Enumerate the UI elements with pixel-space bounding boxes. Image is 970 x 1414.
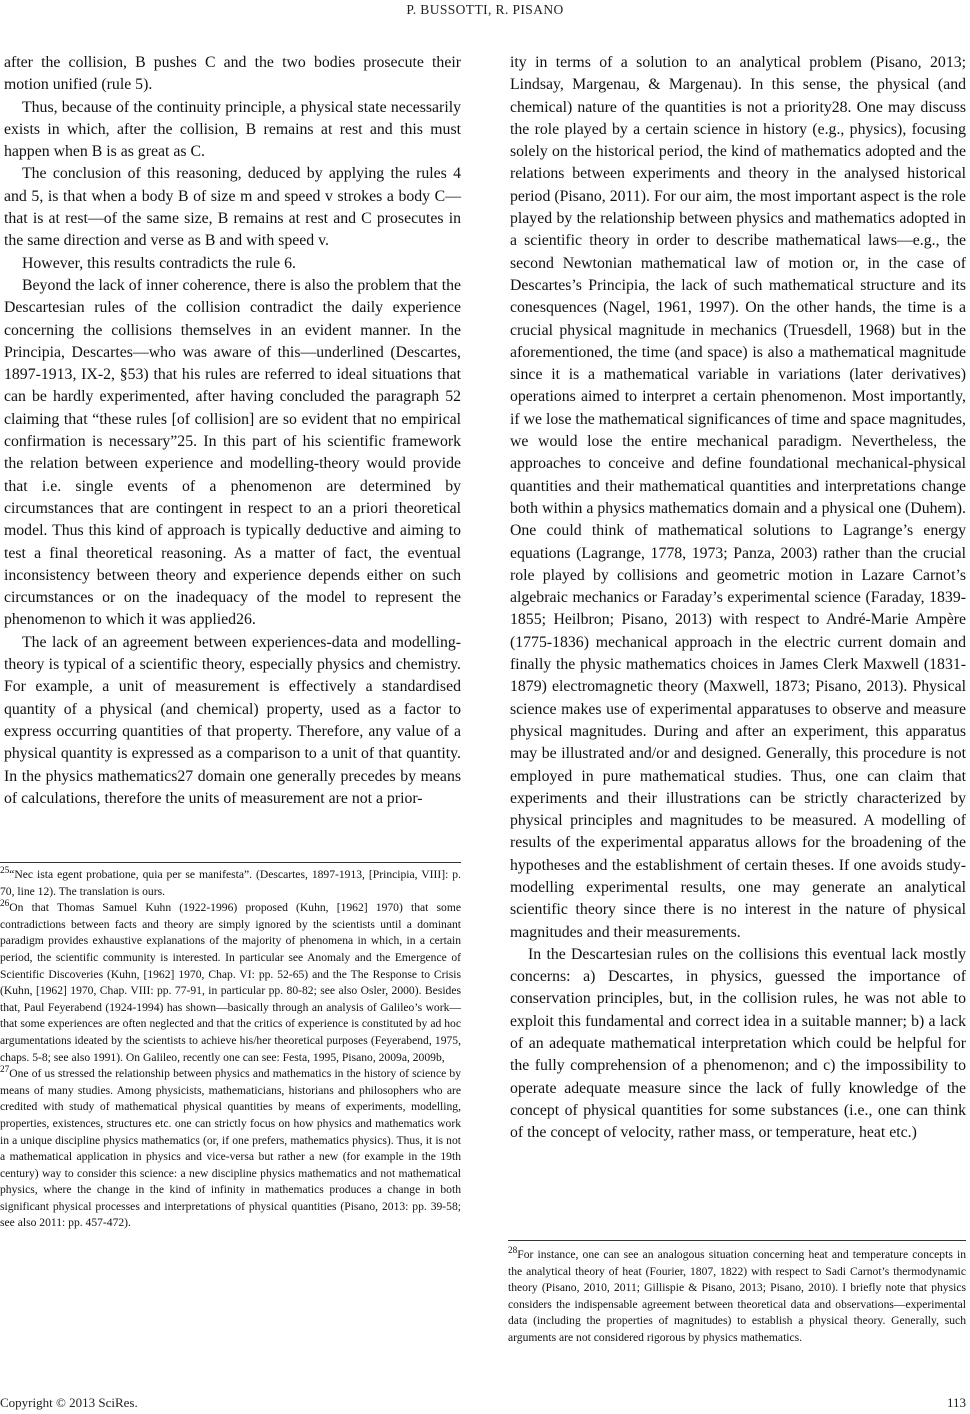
footnote-27: $^{27}$One of us stressed the relationship between physics and mathematics in the history of science by means of many studies. Among physicists, mathematicians, historians and philosophers who are credited with study of mathematical physical quantities by means of experiments, modelling, properties, existences, structures etc. one can strictly focus on how physics and mathematics work in a unique discipline physics mathematics (or, if one prefers, mathematics physics). Thus, it is not a mathematical application in physics and vice-versa but rather a new (for example in the 19th century) way to consider this science: a new discipline physics mathematics and not mathematical physics, where the change in the kind of infinity in mathematics produces a change in both significant physical processes and interpretations of physical quantities (Pisano, 2013: pp. 39-58; see also 2011: pp. 457-472). — [0, 1065, 461, 1230]
paragraph: The conclusion of this reasoning, deduced by applying the rules 4 and 5, is that when a body B of size m and speed v strokes a body C—that is at rest—of the same size, B remains at rest and C prosecutes in the same direction and verse as B and with speed v. — [4, 165, 461, 250]
running-header: P. BUSSOTTI, R. PISANO — [406, 2, 564, 17]
footnote-26: $^{26}$On that Thomas Samuel Kuhn (1922-1996) proposed (Kuhn, [1962] 1970) that some contradictions between facts and theory are simply ignored by the scientists until a dominant paradigm provides exhaustive explanations of the majority of phenomena in which, in a certain period, the scientific community is interested. In particular see Anomaly and the Emergence of Scientific Discoveries (Kuhn, [1962] 1970, Chap. VI: pp. 52-65) and the The Response to Crisis (Kuhn, [1962] 1970, Chap. VIII: pp. 77-91, in particular pp. 80-82; see also Osler, 2000). Besides that, Paul Feyerabend (1924-1994) has shown—basically through an analysis of Galileo’s work—that some experiences are often neglected and that the critics of experience is constituted by ad hoc argumentations ideated by the scientists to achieve his/her theoretical purposes (Feyerabend, 1975, chaps. 5-8; see also 1991). On Galileo, recently one can see: Festa, 1995, Pisano, 2009a, 2009b, — [0, 899, 461, 1064]
footnote-28: $^{28}$For instance, one can see an analogous situation concerning heat and temperature concepts in the analytical theory of heat (Fourier, 1807, 1822) with respect to Sadi Carnot’s thermodynamic theory (Pisano, 2010, 2011; Gillispie & Pisano, 2013; Pisano, 2010). I briefly note that physics considers the indispensable agreement between theoretical data and observations—experimental data (including the properties of magnitudes) to establish a physical theory. Generally, such arguments are not considered rigorous by physics mathematics. — [508, 1246, 966, 1344]
copyright-notice: Copyright © 2013 SciRes. — [0, 1395, 138, 1410]
left-column — [4, 52, 461, 810]
paragraph: ity in terms of a solution to an analytical problem (Pisano, 2013; Lindsay, Margenau, & Margenau). In this sense, the physical (and chemical) nature of the quantities is not a priority28. One may discuss the role played by a certain science in history (e.g., physics), focusing solely on the historical period, the kind of mathematics adopted and the relations between experiments and theory in the analysed historical period (Pisano, 2011). For our aim, the most important aspect is the role played by the relationship between physics and mathematics adopted in a scientific theory in order to describe mathematical laws—e.g., the second Newtonian mathematical law of motion or, in the case of Descartes’s Principia, the lack of such mathematical structure and its conesquences (Nagel, 1961, 1997). On the other hands, the time is a crucial physical magnitude in mechanics (Truesdell, 1968) but in the aforementioned, the time (and space) is also a mathematical magnitude since it is a mathematical variable in variations (later derivatives) operations aimed to interpret a certain phenomenon. Most importantly, if we lose the mathematical significances of time and space magnitudes, we would lose the entire mechanical paradigm. Nevertheless, the approaches to conceive and define foundational mechanical-physical quantities and their mathematical quantities and interpretations change both within a physics mathematics domain and a physical one (Duhem). One could think of mathematical solutions to Lagrange’s energy equations (Lagrange, 1778, 1973; Panza, 2003) rather than the crucial role played by collisions and geometric motion in Lazare Carnot’s algebraic mechanics or Faraday’s experimental science (Faraday, 1839-1855; Heilbron; Pisano, 2013) with respect to André-Marie Ampère (1775-1836) mechanical approach in the electric current domain and finally the physic mathematics choices in James Clerk Maxwell (1831-1879) electromagnetic theory (Maxwell, 1873; Pisano, 2013). Physical science makes use of experimental apparatuses to observe and measure physical magnitudes. During and after an experiment, this apparatus may be illustrated and/or and designed. Generally, this procedure is not employed in pure mathematical studies. Thus, one can claim that experiments and their illustrations can be strictly characterized by physical principles and magnitudes to be measured. A modelling of results of the experimental apparatus allows for the broadening of the hypotheses and the establishment of certain theses. If one avoids study-modelling experimental results, one may generate an analytical scientific theory since there is no interest in the nature of physical magnitudes and their measurements. — [510, 54, 966, 941]
left-footnotes — [0, 862, 461, 1232]
footnote-number: 25 — [0, 866, 10, 877]
right-footnotes — [508, 1240, 966, 1347]
paragraph: The lack of an agreement between experiences-data and modelling-theory is typical of a scientific theory, especially physics and chemistry. For example, a unit of measurement is effectively a standardised quantity of a physical (and chemical) property, used as a factor to express occurring quantities of that property. Therefore, any value of a physical quantity is expressed as a comparison to a unit of that quantity. In the physics mathematics27 domain one generally precedes by means of calculations, therefore the units of measurement are not a prior- — [4, 633, 461, 807]
page-number: 113 — [946, 1395, 966, 1410]
paragraph: In the Descartesian rules on the collisions this eventual lack mostly concerns: a) Descartes, in physics, guessed the importance of conservation principles, but, in the collision rules, he was not able to exploit this fundamental and correct idea in a suitable manner; b) a lack of an adequate mathematical interpretation which could be helpful for the fully comprehension of a phenomenon; and c) the impossibility to operate adequate measure since the lack of fully knowledge of the concept of physical quantities for some substances (i.e., one can think of the concept of velocity, rather mass, or temperature, heat etc.) — [510, 945, 966, 1142]
page-footer — [0, 1395, 970, 1413]
paragraph: Thus, because of the continuity principle, a physical state necessarily exists in which, after the collision, B remains at rest and this must happen when B is as great as C. — [4, 98, 461, 161]
right-column — [510, 52, 966, 1145]
footnote-number: 27 — [0, 1065, 10, 1076]
paragraph: However, this results contradicts the rule 6. — [22, 254, 296, 272]
footnote-number: 26 — [0, 899, 10, 910]
footnote-25: $^{25}$“Nec ista egent probatione, quia per se manifesta”. (Descartes, 1897-1913, [Principia, VIII]: p. 70, line 12). The translation is ours. — [0, 866, 461, 898]
footnote-number: 28 — [508, 1246, 518, 1257]
paragraph: after the collision, B pushes C and the two bodies prosecute their motion unified (rule 5). — [4, 54, 461, 94]
paragraph: Beyond the lack of inner coherence, there is also the problem that the Descartesian rules of the collision contradict the daily experience concerning the collisions themselves in an evident manner. In the Principia, Descartes—who was aware of this—underlined (Descartes, 1897-1913, IX-2, §53) that his rules are referred to ideal situations that can be hardly experimented, after having concluded the paragraph 52 claiming that “these rules [of collision] are so evident that no empirical confirmation is necessary”25. In this part of his scientific framework the relation between experience and modelling-theory would provide that i.e. single events of a phenomenon are determined by circumstances that are contingent in respect to an a priori theoretical model. Thus this kind of approach is typically deductive and aiming to test a final theoretical reasoning. As a matter of fact, the eventual inconsistency between theory and experience depends either on such circumstances or on the inadequacy of the model to represent the phenomenon to which it was applied26. — [4, 276, 461, 629]
